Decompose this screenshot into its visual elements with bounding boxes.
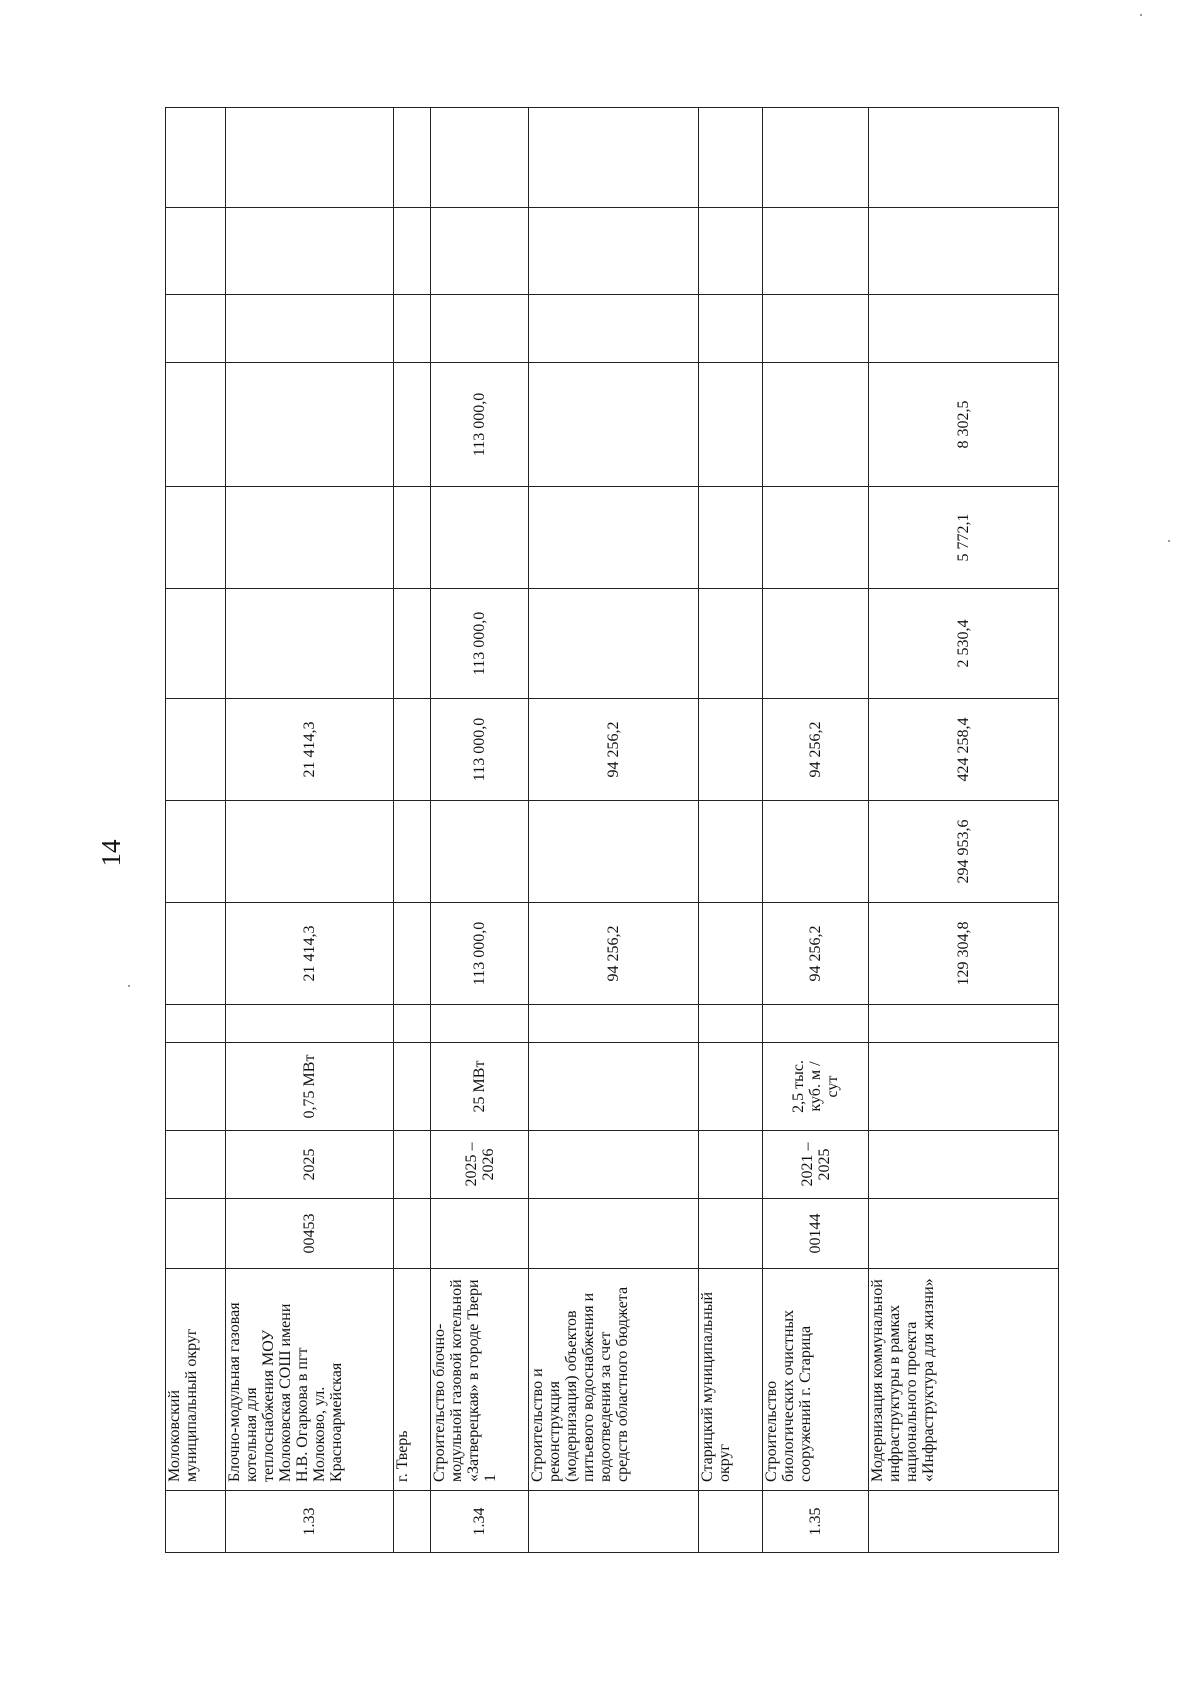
row-name: Строительство биологических очистных сооружений г. Старица xyxy=(763,1269,869,1491)
empty-cell xyxy=(869,208,1059,295)
row-code: 00144 xyxy=(763,1199,869,1269)
value-cell xyxy=(166,589,226,699)
table-row xyxy=(699,108,763,1553)
empty-cell xyxy=(529,208,699,295)
empty-cell xyxy=(166,1005,226,1043)
scan-speck xyxy=(128,985,130,987)
empty-cell xyxy=(763,1005,869,1043)
value-cell xyxy=(166,801,226,903)
row-years xyxy=(529,1131,699,1199)
value-cell: 5 772,1 xyxy=(869,487,1059,589)
row-code xyxy=(166,1199,226,1269)
row-years xyxy=(699,1131,763,1199)
scan-speck xyxy=(1168,540,1170,542)
row-name: Строительство и реконструкция (модернизация) объектов питьевого водоснабжения и водоотведения за счет средств областного бюджета xyxy=(529,1269,699,1491)
row-index xyxy=(394,1491,431,1553)
empty-cell xyxy=(166,208,226,295)
value-cell: 21 414,3 xyxy=(226,903,394,1005)
row-capacity xyxy=(166,1043,226,1131)
value-cell xyxy=(166,363,226,487)
empty-cell xyxy=(529,1005,699,1043)
empty-cell xyxy=(431,1005,529,1043)
value-cell: 2 530,4 xyxy=(869,589,1059,699)
row-code xyxy=(699,1199,763,1269)
value-cell xyxy=(529,801,699,903)
row-index: 1.34 xyxy=(431,1491,529,1553)
value-cell xyxy=(763,801,869,903)
empty-cell xyxy=(699,208,763,295)
value-cell xyxy=(763,589,869,699)
value-cell xyxy=(529,363,699,487)
empty-cell xyxy=(394,208,431,295)
empty-cell xyxy=(226,295,394,363)
row-code xyxy=(431,1199,529,1269)
value-cell: 21 414,3 xyxy=(226,699,394,801)
value-cell xyxy=(166,699,226,801)
value-cell: 129 304,8 xyxy=(869,903,1059,1005)
table-row xyxy=(763,108,869,1553)
row-capacity: 0,75 МВт xyxy=(226,1043,394,1131)
row-years: 2025 – 2026 xyxy=(431,1131,529,1199)
value-cell xyxy=(699,589,763,699)
value-cell: 94 256,2 xyxy=(763,903,869,1005)
value-cell xyxy=(226,801,394,903)
table-region xyxy=(165,108,1058,1553)
value-cell: 424 258,4 xyxy=(869,699,1059,801)
row-capacity xyxy=(699,1043,763,1131)
row-code xyxy=(869,1199,1059,1269)
row-index xyxy=(869,1491,1059,1553)
empty-cell xyxy=(226,1005,394,1043)
value-cell xyxy=(394,699,431,801)
value-cell xyxy=(226,487,394,589)
empty-cell xyxy=(699,1005,763,1043)
row-capacity xyxy=(869,1043,1059,1131)
row-name: Молоковский муниципальный округ xyxy=(166,1269,226,1491)
value-cell xyxy=(699,903,763,1005)
empty-cell xyxy=(394,1005,431,1043)
value-cell: 113 000,0 xyxy=(431,903,529,1005)
row-name: Блочно-модульная газовая котельная для теплоснабжения МОУ Молоковская СОШ имени Н.В. Огаркова в пгт Молоково, ул. Красноармейская xyxy=(226,1269,394,1491)
table-row xyxy=(394,108,431,1553)
row-capacity: 25 МВт xyxy=(431,1043,529,1131)
table-row xyxy=(226,108,394,1553)
row-index xyxy=(699,1491,763,1553)
row-years: 2021 – 2025 xyxy=(763,1131,869,1199)
row-name: Старицкий муниципальный округ xyxy=(699,1269,763,1491)
empty-cell xyxy=(431,208,529,295)
row-name: Строительство блочно-модульной газовой котельной «Затверецкая» в городе Твери 1 xyxy=(431,1269,529,1491)
value-cell: 113 000,0 xyxy=(431,699,529,801)
row-index: 1.33 xyxy=(226,1491,394,1553)
value-cell xyxy=(226,589,394,699)
table-row xyxy=(431,108,529,1553)
value-cell: 113 000,0 xyxy=(431,363,529,487)
value-cell xyxy=(394,589,431,699)
value-cell xyxy=(529,589,699,699)
empty-cell xyxy=(699,295,763,363)
row-name: г. Тверь xyxy=(394,1269,431,1491)
row-years xyxy=(166,1131,226,1199)
scan-speck xyxy=(1140,14,1142,16)
value-cell xyxy=(394,903,431,1005)
value-cell xyxy=(394,487,431,589)
row-code xyxy=(529,1199,699,1269)
row-name: Модернизация коммунальной инфраструктуры в рамках национального проекта «Инфраструктура для жизни» xyxy=(869,1269,1059,1491)
value-cell xyxy=(699,699,763,801)
value-cell: 113 000,0 xyxy=(431,589,529,699)
empty-cell xyxy=(699,108,763,208)
page-number: 14 xyxy=(96,839,126,867)
empty-cell xyxy=(869,295,1059,363)
table-row xyxy=(869,108,1059,1553)
row-index xyxy=(529,1491,699,1553)
empty-cell xyxy=(394,295,431,363)
empty-cell xyxy=(394,108,431,208)
empty-cell xyxy=(763,108,869,208)
value-cell xyxy=(431,801,529,903)
row-index xyxy=(166,1491,226,1553)
value-cell xyxy=(763,363,869,487)
empty-cell xyxy=(529,295,699,363)
empty-cell xyxy=(166,295,226,363)
value-cell xyxy=(394,801,431,903)
data-table xyxy=(165,107,1059,1553)
value-cell xyxy=(394,363,431,487)
empty-cell xyxy=(166,108,226,208)
empty-cell xyxy=(763,295,869,363)
value-cell xyxy=(529,487,699,589)
value-cell xyxy=(699,801,763,903)
row-years xyxy=(869,1131,1059,1199)
empty-cell xyxy=(226,208,394,295)
table-row xyxy=(529,108,699,1553)
row-code: 00453 xyxy=(226,1199,394,1269)
value-cell: 94 256,2 xyxy=(763,699,869,801)
empty-cell xyxy=(869,108,1059,208)
empty-cell xyxy=(431,108,529,208)
value-cell: 94 256,2 xyxy=(529,903,699,1005)
row-years: 2025 xyxy=(226,1131,394,1199)
value-cell xyxy=(166,487,226,589)
table-row xyxy=(166,108,226,1553)
value-cell: 294 953,6 xyxy=(869,801,1059,903)
row-capacity xyxy=(394,1043,431,1131)
value-cell xyxy=(431,487,529,589)
empty-cell xyxy=(763,208,869,295)
value-cell xyxy=(763,487,869,589)
value-cell: 8 302,5 xyxy=(869,363,1059,487)
row-years xyxy=(394,1131,431,1199)
value-cell xyxy=(166,903,226,1005)
row-capacity: 2,5 тыс. куб. м / сут xyxy=(763,1043,869,1131)
empty-cell xyxy=(529,108,699,208)
empty-cell xyxy=(869,1005,1059,1043)
value-cell xyxy=(699,363,763,487)
empty-cell xyxy=(226,108,394,208)
row-capacity xyxy=(529,1043,699,1131)
value-cell xyxy=(226,363,394,487)
row-code xyxy=(394,1199,431,1269)
empty-cell xyxy=(431,295,529,363)
row-index: 1.35 xyxy=(763,1491,869,1553)
value-cell: 94 256,2 xyxy=(529,699,699,801)
value-cell xyxy=(699,487,763,589)
